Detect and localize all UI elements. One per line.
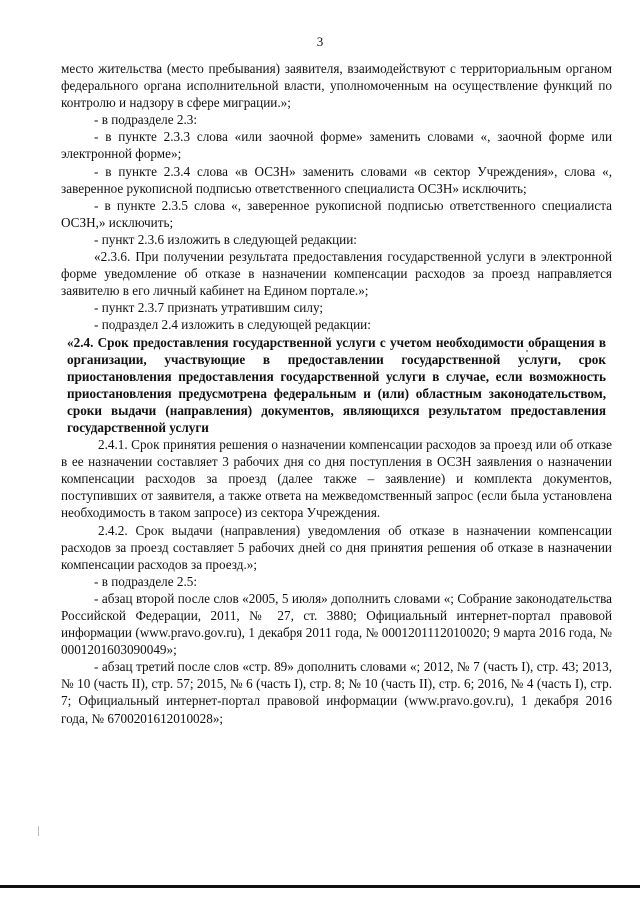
paragraph: - в пункте 2.3.3 слова «или заочной форме» заменить словами «, заочной форме или электронной форме»; (61, 129, 612, 162)
paragraph: 2.4.1. Срок принятия решения о назначении компенсации расходов за проезд или об отказе в ее назначении составляет 3 рабочих дня со дня поступления в ОСЗН заявления о назначении компенсации расходов за проезд (далее также – заявление) и комплекта документов, поступивших от заявителя, а также ответа на межведомственный запрос (если была установлена необходимость в таком запросе) из сектора Учреждения. (61, 437, 612, 521)
paragraph: - в пункте 2.3.5 слова «, заверенное рукописной подписью ответственного специалиста ОСЗН,» исключить; (61, 197, 612, 230)
paragraph: «2.3.6. При получении результата предоставления государственной услуги в электронной форме уведомление об отказе в назначении компенсации расходов за проезд направляется заявителю в его личный кабинет на Едином портале.»; (61, 249, 612, 299)
section-heading: «2.4. Срок предоставления государственной услуги с учетом необходимости обращения в организации, участвующие в предоставлении государственной услуги, срок приостановления предоставления государственной услуги в случае, если возможность приостановления предусмотрена федеральным и (или) областным законодательством, сроки выдачи (направления) документов, являющихся результатом предоставления государственной услуги (67, 334, 606, 435)
paragraph: - в пункте 2.3.4 слова «в ОСЗН» заменить словами «в сектор Учреждения», слова «, заверенное рукописной подписью ответственного специалиста ОСЗН» исключить; (61, 163, 612, 196)
paragraph: - абзац третий после слов «стр. 89» дополнить словами «; 2012, № 7 (часть I), стр. 43; 2013, № 10 (часть II), стр. 57; 2015, № 6 (часть I), стр. 8; № 10 (часть II), стр. 6; 2016, № 4 (часть I), стр. 7; Официальный интернет-портал правовой информации (www.pravo.gov.ru), 1 декабря 2016 года, № 6700201612010028»; (61, 659, 612, 726)
scan-edge-line (0, 885, 640, 888)
document-body (61, 60, 612, 727)
paragraph: - в подразделе 2.5: (94, 573, 198, 589)
scan-speck (38, 826, 39, 836)
paragraph: - подраздел 2.4 изложить в следующей редакции: (94, 317, 371, 333)
paragraph: - пункт 2.3.6 изложить в следующей редакции: (94, 231, 357, 247)
page-number: 3 (316, 34, 324, 49)
paragraph: 2.4.2. Срок выдачи (направления) уведомления об отказе в назначении компенсации расходов за проезд составляет 5 рабочих дней со дня принятия решения об отказе в назначении компенсации расходов за проезд.»; (61, 522, 612, 572)
scan-speck (526, 350, 528, 352)
paragraph: - пункт 2.3.7 признать утратившим силу; (94, 300, 324, 316)
paragraph: место жительства (место пребывания) заявителя, взаимодействуют с территориальным органом федерального органа исполнительной власти, уполномоченным на осуществление функций по контролю и надзору в сфере миграции.»; (61, 61, 612, 111)
paragraph: - в подразделе 2.3: (94, 112, 198, 128)
paragraph: - абзац второй после слов «2005, 5 июля» дополнить словами «; Собрание законодательства Российской Федерации, 2011, № 27, ст. 3880; Официальный интернет-портал правовой информации (www.pravo.gov.ru), 1 декабря 2011 года, № 0001201112010020; 9 марта 2016 года, № 0001201603090049»; (61, 590, 612, 658)
